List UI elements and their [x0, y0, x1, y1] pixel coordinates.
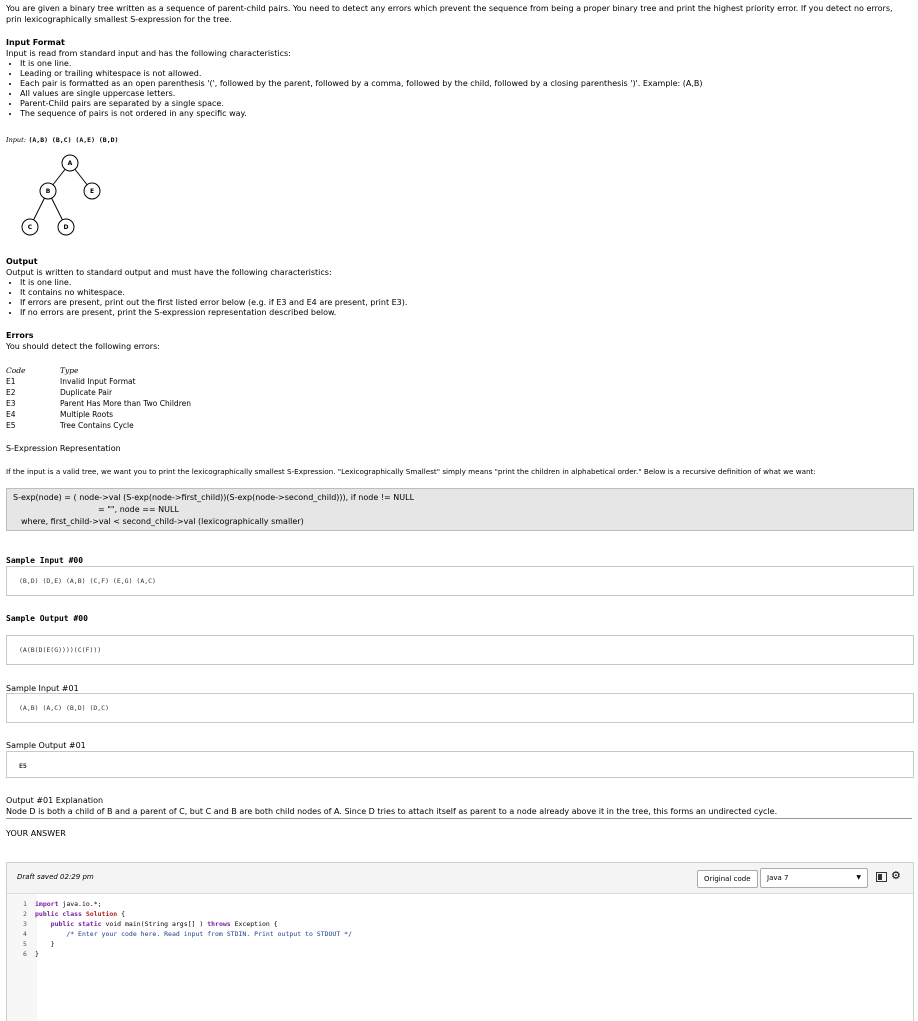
code-line[interactable]: 5 }	[23, 940, 55, 948]
draft-status: Draft saved 02:29 pm	[17, 873, 94, 881]
example-input: Input: (A,B) (B,C) (A,E) (B,D)	[6, 136, 119, 144]
table-header-row: Code Type	[6, 366, 79, 375]
tree-label-b: B	[45, 188, 51, 195]
sample-output-00-label: Sample Output #00	[6, 614, 88, 623]
code-line[interactable]: 2 public class Solution {	[23, 910, 126, 918]
table-row: E3 Parent Has More than Two Children	[6, 399, 191, 408]
chevron-down-icon: ▼	[856, 874, 861, 881]
list-item: • It is one line.	[20, 59, 703, 69]
example-input-value: (A,B) (B,C) (A,E) (B,D)	[28, 136, 119, 144]
list-item: • It is one line.	[20, 278, 407, 288]
code-editor	[6, 862, 914, 1021]
code-line[interactable]: 3 public static void main(String args[] ) throws Exception {	[23, 920, 278, 928]
input-format-heading: Input Format	[6, 38, 65, 47]
sample-input-00-label: Sample Input #00	[6, 556, 84, 565]
sample-input-01-box	[6, 693, 914, 723]
gear-icon[interactable]: ⚙	[891, 869, 901, 882]
problem-intro: You are given a binary tree written as a sequence of parent-child pairs. You need to detect any errors which prevent the sequence from being a proper binary tree and print the highest priority error. If you detect no errors, prin lexicographically smallest S-expression for the tree.	[6, 4, 893, 24]
input-format-lead: Input is read from standard input and has the following characteristics:	[6, 49, 291, 58]
editor-toolbar	[7, 863, 913, 894]
errors-table	[6, 365, 191, 431]
table-row: E2 Duplicate Pair	[6, 388, 113, 397]
output-lead: Output is written to standard output and must have the following characteristics:	[6, 268, 332, 277]
tree-label-e: E	[89, 188, 95, 195]
tree-label-c: C	[27, 224, 33, 231]
tree-label-a: A	[67, 160, 73, 167]
section-divider	[6, 818, 912, 819]
code-line[interactable]: 1 import java.io.*;	[23, 900, 102, 908]
sexp-description: If the input is a valid tree, we want you to print the lexicographically smallest S-Expression. "Lexicographically Smallest" simply means "print the children in alphabetical order." Below is a recursive definition of what we want:	[6, 467, 816, 476]
table-row: E4 Multiple Roots	[6, 410, 114, 419]
list-item: • All values are single uppercase letters.	[20, 89, 703, 99]
sample-output-01-box	[6, 751, 914, 778]
original-code-button[interactable]: Original code	[697, 870, 758, 888]
list-item: • If no errors are present, print the S-expression representation described below.	[20, 308, 407, 318]
sexp-heading: S-Expression Representation	[6, 444, 121, 453]
sample-input-01-value: (A,B) (A,C) (B,D) (D,C)	[19, 704, 110, 712]
sexp-line-1: S-exp(node) = ( node->val (S-exp(node->first_child))(S-exp(node->second_child))), if node != NULL	[13, 493, 415, 502]
tree-label-d: D	[63, 224, 69, 231]
language-select[interactable]	[760, 868, 868, 888]
sexp-definition-box	[6, 488, 914, 531]
example-tree-diagram	[6, 150, 116, 240]
list-item: • Parent-Child pairs are separated by a single space.	[20, 99, 703, 109]
sample-output-01-label: Sample Output #01	[6, 741, 86, 750]
code-line[interactable]: 6 }	[23, 950, 39, 958]
your-answer-heading: YOUR ANSWER	[6, 829, 66, 838]
sexp-line-2: = "", node == NULL	[98, 505, 179, 514]
list-item: • If errors are present, print out the first listed error below (e.g. if E3 and E4 are present, print E3).	[20, 298, 407, 308]
errors-heading: Errors	[6, 331, 34, 340]
explanation-heading: Output #01 Explanation	[6, 796, 104, 805]
language-select-value: Java 7	[767, 874, 789, 882]
list-item: • Leading or trailing whitespace is not allowed.	[20, 69, 703, 79]
output-heading: Output	[6, 257, 38, 266]
sexp-line-3: where, first_child->val < second_child->val (lexicographically smaller)	[21, 517, 304, 526]
list-item: • Each pair is formatted as an open parenthesis '(', followed by the parent, followed by a comma, followed by the child, followed by a closing parenthesis ')'. Example: (A,B)	[20, 79, 703, 89]
sample-output-01-value: E5	[19, 762, 27, 770]
input-format-list	[6, 59, 703, 119]
list-item: • The sequence of pairs is not ordered in any specific way.	[20, 109, 703, 119]
sample-output-00-box	[6, 635, 914, 665]
code-line[interactable]: 4 /* Enter your code here. Read input from STDIN. Print output to STDOUT */	[23, 930, 352, 938]
fullscreen-icon[interactable]	[876, 872, 887, 882]
list-item: • It contains no whitespace.	[20, 288, 407, 298]
sample-output-00-value: (A(B(D(E(G))))(C(F)))	[19, 646, 102, 654]
output-list	[6, 278, 407, 318]
table-row: E5 Tree Contains Cycle	[6, 421, 134, 430]
errors-lead: You should detect the following errors:	[6, 342, 160, 351]
sample-input-00-box	[6, 566, 914, 596]
sample-input-01-label: Sample Input #01	[6, 684, 79, 693]
sample-input-00-value: (B,D) (D,E) (A,B) (C,F) (E,G) (A,C)	[19, 577, 156, 585]
explanation-text: Node D is both a child of B and a parent of C, but C and B are both child nodes of A. Since D tries to attach itself as parent to a node already above it in the tree, this forms an undirected cycle.	[6, 807, 778, 816]
table-row: E1 Invalid Input Format	[6, 377, 136, 386]
